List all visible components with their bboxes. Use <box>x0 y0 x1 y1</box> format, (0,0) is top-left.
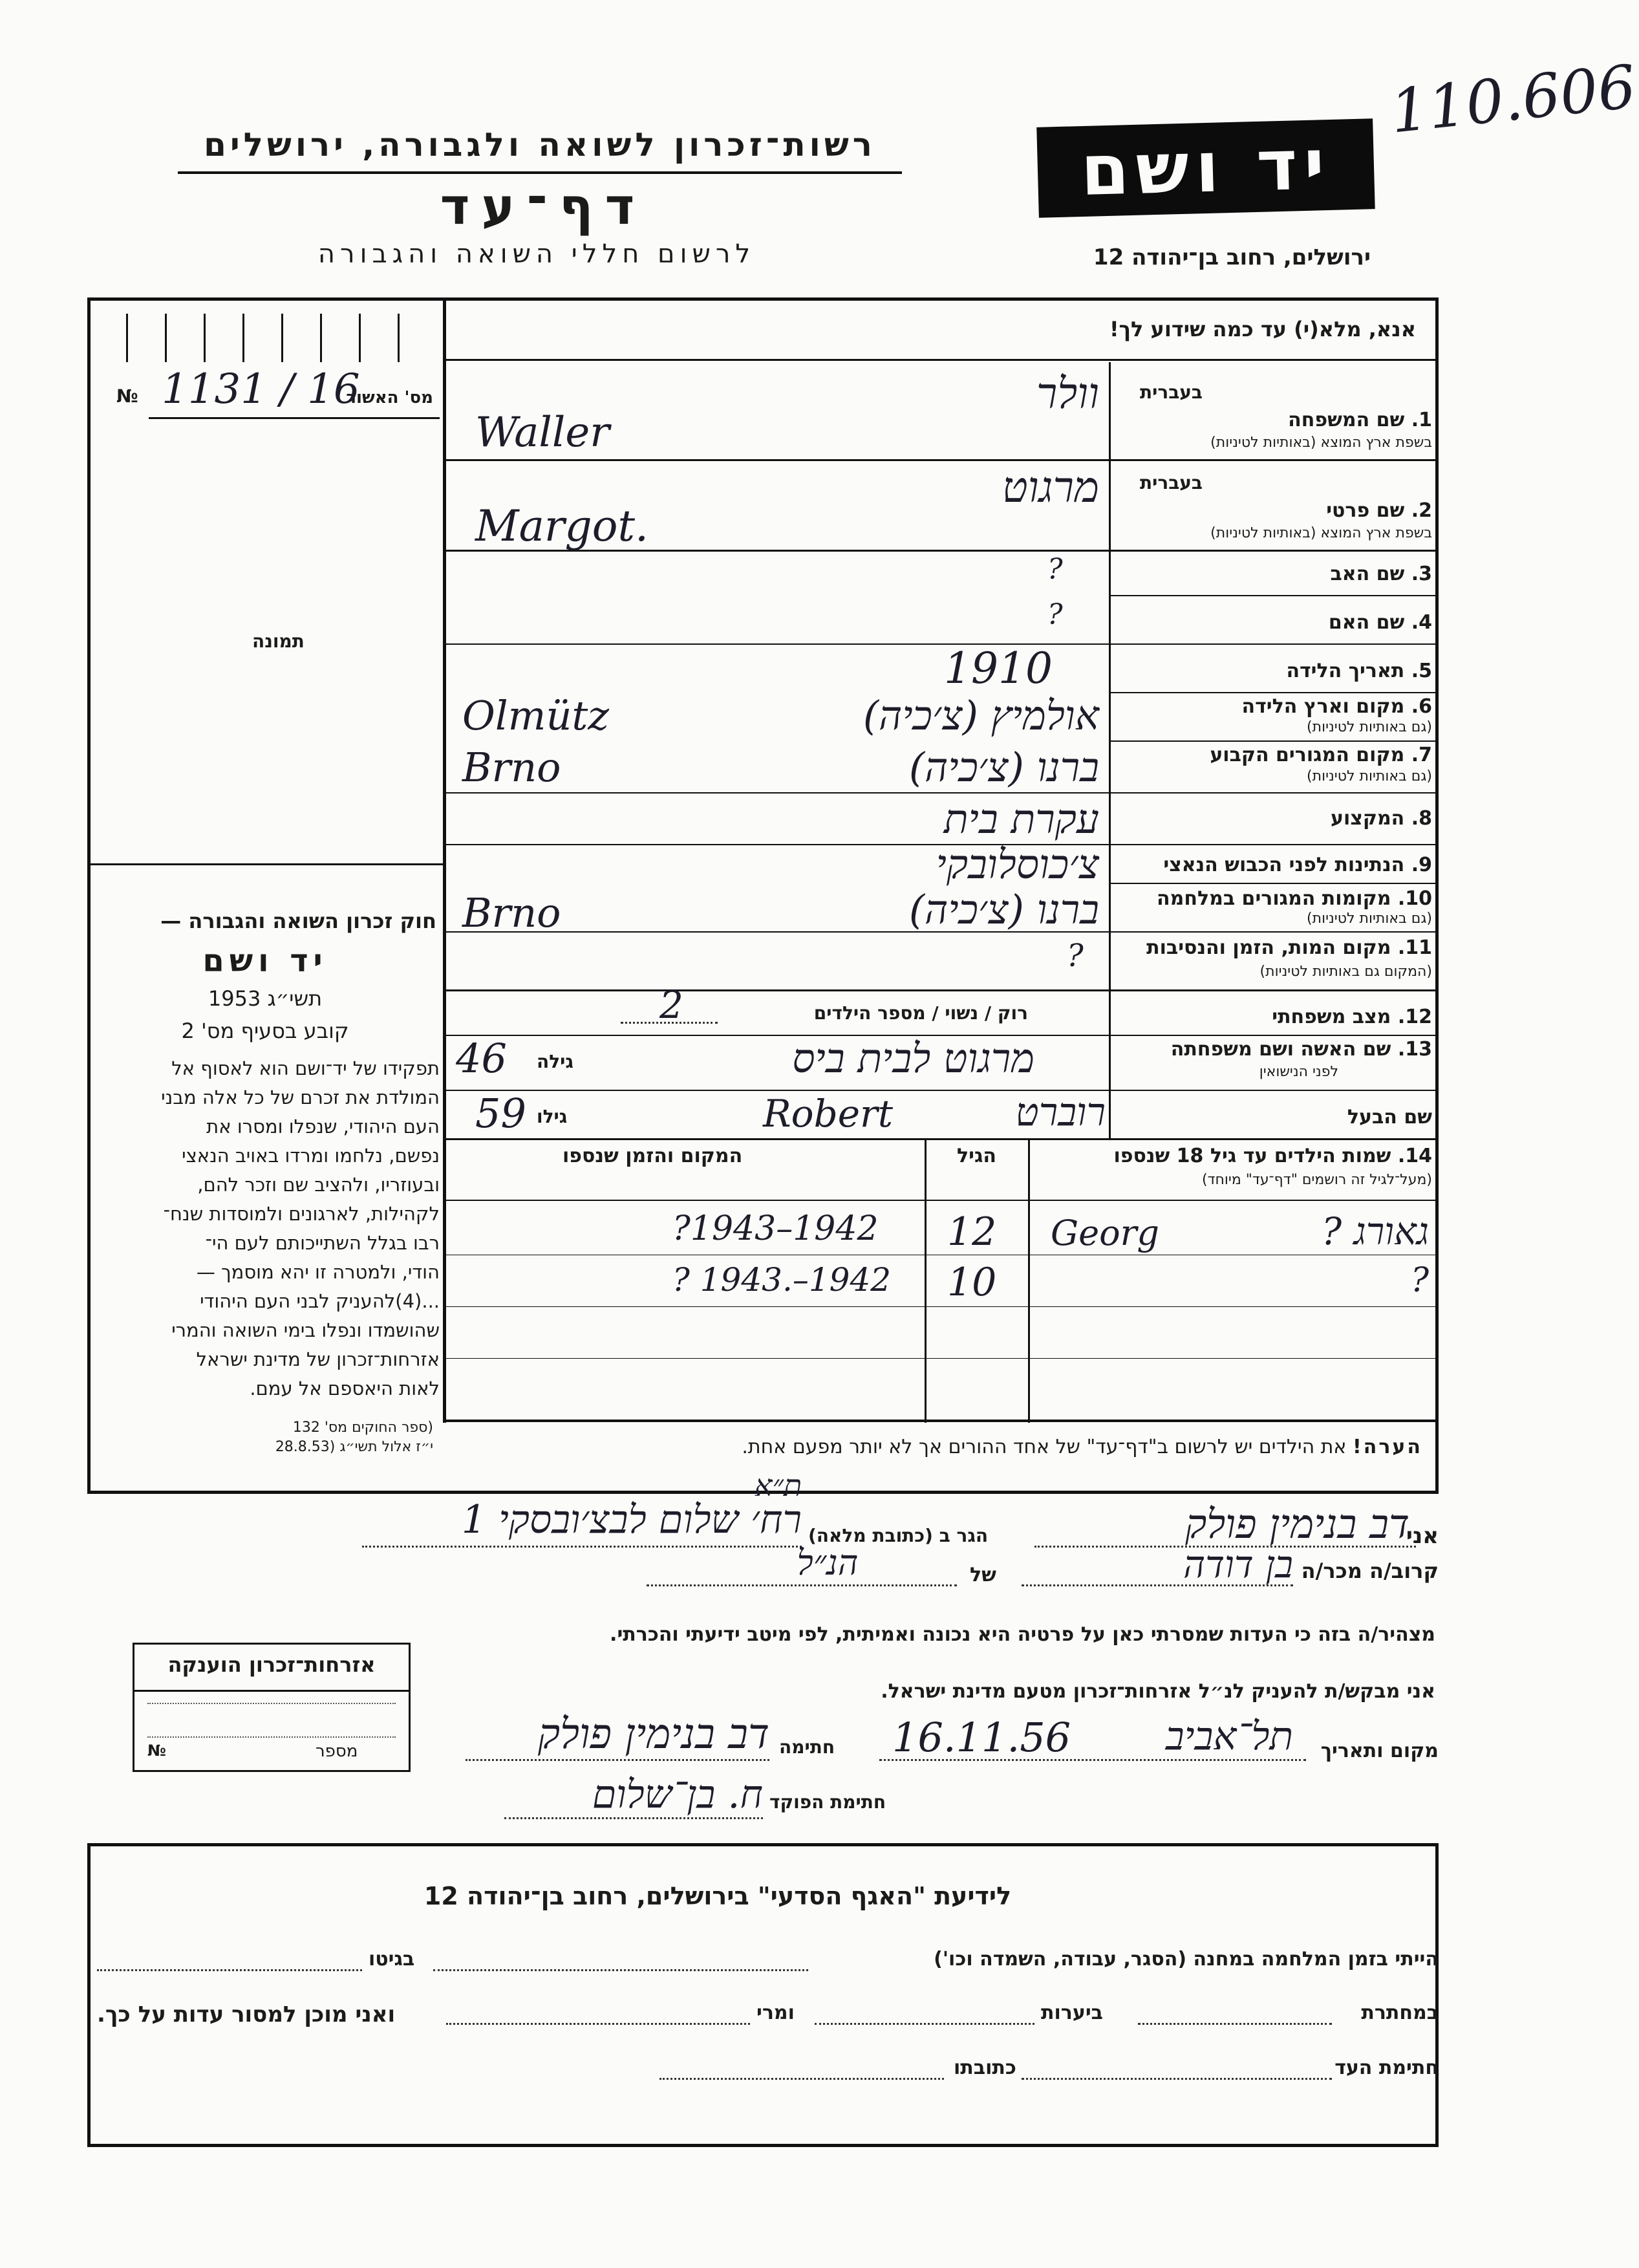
form-subtitle: לרשום חללי השואה והגבורה <box>317 239 756 269</box>
law-line: המולדת את זכרם של כל אלה מבני <box>161 1086 440 1108</box>
row-sep <box>1109 740 1439 742</box>
col-place-time-header: המקום והזמן שנספו <box>562 1145 743 1167</box>
f5-value: 1910 <box>944 643 1053 693</box>
footer-line3-b: כתובתו <box>954 2057 1016 2079</box>
place-date-line <box>879 1759 1306 1761</box>
place-value: תל־אביב <box>1165 1714 1293 1759</box>
relative-label: קרוב/ה מכר/ה <box>1301 1559 1439 1583</box>
f11-latin-note: (המקום גם באותיות לטיניות) <box>1259 964 1432 980</box>
declaration-text: מצהיר/ה בזה כי העדות שמסרתי כאן על פרטיה היא נכונה ואמיתית, לפי מיטב ידיעתי והכרתי. <box>610 1623 1435 1646</box>
approval-underline <box>149 417 440 419</box>
officer-line <box>504 1817 763 1819</box>
row-sep <box>446 989 1439 991</box>
f13-label: 13. שם האשה ושם משפחתה <box>1170 1038 1432 1061</box>
approval-number: 1131 / 16 <box>162 365 360 413</box>
law-text <box>97 1054 440 1403</box>
law-source: (ספר החוקים מס' 132 <box>292 1420 433 1436</box>
relation-line <box>1022 1584 1293 1586</box>
wife-age-label: גילה <box>537 1051 573 1072</box>
f2-hebrew-value: מרגוט <box>1002 462 1099 512</box>
photo-label: תמונה <box>252 631 305 652</box>
signature-line <box>466 1759 769 1761</box>
footer-line2-b: ביערות <box>1041 2002 1103 2024</box>
law-line: נפשם, נלחמו ומרדו באויב הנאצי <box>182 1145 440 1167</box>
law-line: תפקידו של יד־ושם הוא לאסוף אל <box>171 1057 440 1079</box>
citizenship-dots <box>147 1703 396 1738</box>
note-label: הערה! <box>1353 1436 1422 1458</box>
row-sep <box>446 643 1439 645</box>
f2-label: 2. שם פרטי <box>1326 499 1432 522</box>
law-line: לקהילות, לארגונים ולמוסדות שנח־ <box>163 1203 440 1225</box>
f9-value: צ׳כוסלובקי <box>936 841 1099 888</box>
f12-children-count: 2 <box>659 983 683 1027</box>
footer-line1-a-dots <box>433 1969 808 1971</box>
of-line <box>647 1584 957 1586</box>
photo-box-bottom <box>91 863 443 865</box>
husband-latin-value: Robert <box>763 1092 894 1136</box>
relation-value: בן דודה <box>1183 1542 1293 1586</box>
law-line: שהושמדו ונפלו בימי השואה והמרי <box>171 1319 440 1341</box>
place-date-label: מקום ותאריך <box>1320 1740 1439 1762</box>
children-row-sep <box>446 1358 1439 1359</box>
wife-age-value: 46 <box>456 1035 507 1082</box>
instruction-divider <box>443 359 1439 361</box>
husband-age-label: גילו <box>537 1106 568 1127</box>
law-line: אזרחות־זכרון של מדינת ישראל <box>196 1348 440 1370</box>
f7-hebrew-value: ברנו (צ׳כיה) <box>908 744 1099 791</box>
f6-latin-note: (גם באותיות לטיניות) <box>1307 719 1432 735</box>
children-row-sep <box>446 1306 1439 1307</box>
declarant-address: רח׳ שלום לבצ׳ובסקי 1 <box>461 1497 802 1542</box>
child-name-latin: Georg <box>1051 1213 1159 1253</box>
law-line: רבו בגלל השתייכותם לעם הי־ <box>205 1232 440 1254</box>
child-name-hebrew: ? <box>1411 1261 1429 1300</box>
f6-hebrew-value: אולמיץ (צ׳כיה) <box>862 692 1099 739</box>
f12-dots <box>621 1022 718 1024</box>
f11-value: ? <box>1067 938 1084 974</box>
footer-line1-b: בגיטו <box>369 1948 415 1971</box>
footer-line3-b-dots <box>659 2078 944 2080</box>
f14-label: 14. שמות הילדים עד גיל 18 שנספו <box>1113 1145 1432 1167</box>
f4-value: ? <box>1047 598 1063 631</box>
org-line: רשות־זכרון לשואה ולגבורה, ירושלים <box>204 126 876 164</box>
f10-latin-value: Brno <box>462 889 561 936</box>
officer-label: חתימת הפוקד <box>769 1791 886 1813</box>
declarant-address-extra: ת״א <box>754 1468 802 1503</box>
footer-line3-a: חתימת העד <box>1334 2057 1439 2079</box>
law-title: חוק זכרון השואה והגבורה — <box>160 909 436 933</box>
f14-sub: (מעל־לגיל זה רושמים "דף־עד" מיוחד) <box>1201 1172 1432 1188</box>
office-use-boxes <box>91 301 443 365</box>
label-column-divider <box>1109 362 1111 1138</box>
child-place-time: ? 1943.–1942 <box>672 1261 892 1299</box>
footer-title: לידיעת "האגף הסדעי" בירושלים, רחוב בן־יהודה 12 <box>423 1882 1012 1910</box>
request-text: אני מבקש/ת להעניק לנ״ל אזרחות־זכרון מטעם מדינת ישראל. <box>881 1680 1435 1703</box>
f12-label: 12. מצב משפחתי <box>1272 1006 1432 1028</box>
f3-value: ? <box>1047 553 1063 586</box>
footer-line1-b-dots <box>97 1969 362 1971</box>
footer-line3-a-dots <box>1022 2078 1332 2080</box>
f7-label: 7. מקום המגורים הקבוע <box>1210 744 1432 766</box>
instruction: אנא, מלא(י) עד כמה שידוע לך! <box>1109 317 1416 341</box>
child-age: 10 <box>947 1260 997 1305</box>
resides-label: הגר ב (כתובת מלאה) <box>808 1525 989 1546</box>
yad-vashem-logo: יד ושם <box>1036 118 1375 218</box>
f5-label: 5. תאריך הלידה <box>1286 660 1432 682</box>
f11-label: 11. מקום המות, הזמן והנסיבות <box>1146 936 1432 959</box>
note-text: את הילדים יש לרשום ב"דף־עד" של אחד ההורים אך לא יותר מפעם אחת. <box>742 1436 1347 1458</box>
law-line: ובעוזריו, ולהציב שם וזכר להם, <box>197 1174 440 1196</box>
children-col-divider <box>1028 1138 1030 1423</box>
f10-latin-note: (גם באותיות לטיניות) <box>1307 911 1432 927</box>
f1-latin-note: בשפת ארץ המוצא (באותיות לטיניות) <box>1210 435 1432 451</box>
footer-line2-a-dots <box>1138 2023 1332 2025</box>
archive-number: 110.606 <box>1387 52 1639 147</box>
row-sep <box>1109 595 1439 596</box>
f1-hebrew-value: וולר <box>1036 369 1099 418</box>
f8-label: 8. המקצוע <box>1331 807 1432 830</box>
footer-line2-a: במחתרת <box>1361 2002 1439 2024</box>
husband-label: שם הבעל <box>1347 1106 1432 1129</box>
f10-label: 10. מקומות המגורים במלחמה <box>1157 887 1432 910</box>
law-line: העם היהודי, שנפלו ומסרו את <box>206 1116 440 1138</box>
child-age: 12 <box>947 1209 997 1255</box>
header-address: ירושלים, רחוב בן־יהודה 12 <box>1093 244 1371 270</box>
footer-line2-b-dots <box>815 2023 1034 2025</box>
law-line: ...(4)להעניק לבני העם היהודי <box>200 1290 440 1312</box>
f6-label: 6. מקום וארץ הלידה <box>1241 695 1432 718</box>
citizenship-rule <box>134 1690 409 1692</box>
f8-value: עקרת בית <box>943 795 1099 843</box>
row-sep <box>1109 692 1439 693</box>
signature-label: חתימה <box>779 1736 835 1758</box>
row-sep <box>446 792 1439 794</box>
f2-in-hebrew: בעברית <box>1139 472 1203 493</box>
children-table-bottom <box>446 1420 1439 1422</box>
child-name-hebrew: גאורג ? <box>1322 1209 1429 1253</box>
officer-signature: ח. בן־שלום <box>592 1772 763 1817</box>
f1-in-hebrew: בעברית <box>1139 382 1203 403</box>
law-line: לאות היאספם אל עמם. <box>250 1377 440 1399</box>
children-col-divider <box>925 1138 927 1423</box>
f2-latin-note: בשפת ארץ המוצא (באותיות לטיניות) <box>1210 525 1432 541</box>
f7-latin-note: (גם באותיות לטיניות) <box>1307 768 1432 784</box>
col-age-header: הגיל <box>957 1145 996 1167</box>
footer-line2-d: ואני מוכן למסור עדות על כך. <box>97 2002 396 2027</box>
citizenship-number-label: מספר <box>316 1742 358 1761</box>
note <box>453 1436 1422 1458</box>
f1-latin-value: Waller <box>475 409 610 457</box>
date-value: 16.11.56 <box>892 1714 1071 1761</box>
approval-label: מס' האשור <box>346 388 433 407</box>
f3-label: 3. שם האב <box>1330 563 1432 585</box>
citizenship-no-symbol: № <box>147 1742 166 1760</box>
f9-label: 9. הנתינות לפני הכבוש הנאצי <box>1163 854 1432 876</box>
husband-age-value: 59 <box>475 1090 526 1137</box>
declarant-signature: דב בנימין פולק <box>537 1711 769 1758</box>
footer-line1-a: הייתי בזמן המלחמה במחנה (הסגר, עבודה, השמדה וכו') <box>934 1948 1439 1971</box>
children-header-sep <box>446 1200 1439 1201</box>
footer-line2-c: ומרי <box>756 2002 795 2024</box>
f1-label: 1. שם המשפחה <box>1288 409 1432 431</box>
law-clause: קובע בסעיף מס' 2 <box>181 1019 349 1043</box>
f4-label: 4. שם האם <box>1328 611 1432 634</box>
f13-sub: לפני הנישואין <box>1259 1064 1338 1080</box>
footer-line2-c-dots <box>446 2023 750 2025</box>
row-sep <box>446 459 1439 461</box>
law-line: הודי, ולמטרה זו יהא מוסמך — <box>196 1261 440 1283</box>
f7-latin-value: Brno <box>462 744 561 791</box>
child-place-time: ?1943–1942 <box>672 1209 879 1248</box>
f12-options: רוק / נשוי / מספר הילדים <box>813 1002 1028 1024</box>
left-column-divider <box>443 297 446 1423</box>
husband-hebrew-value: רוברט <box>1015 1090 1106 1135</box>
f10-hebrew-value: ברנו (צ׳כיה) <box>908 886 1099 933</box>
of-label: של <box>970 1564 996 1586</box>
row-sep <box>1109 883 1439 884</box>
declarant-i-label: אני <box>1406 1523 1439 1549</box>
law-year: תשי״ג 1953 <box>208 986 323 1011</box>
of-value: הנ״ל <box>797 1542 859 1583</box>
f13-value: מרגוט לבית ביס <box>792 1035 1034 1082</box>
law-name: יד ושם <box>202 943 328 979</box>
f6-latin-value: Olmütz <box>462 692 609 739</box>
approval-no-symbol: № <box>116 385 138 407</box>
f2-latin-value: Margot. <box>475 501 648 551</box>
row-sep <box>446 1138 1439 1140</box>
citizenship-title: אזרחות־זכרון הוענקה <box>167 1652 376 1677</box>
declarant-name: דב בנימין פולק <box>1185 1500 1409 1548</box>
law-source-date: י״ז אלול תשי״ג (28.8.53 <box>275 1439 433 1455</box>
org-underline <box>178 171 902 174</box>
citizenship-box <box>133 1643 411 1772</box>
form-title: דף־עד <box>440 178 647 236</box>
